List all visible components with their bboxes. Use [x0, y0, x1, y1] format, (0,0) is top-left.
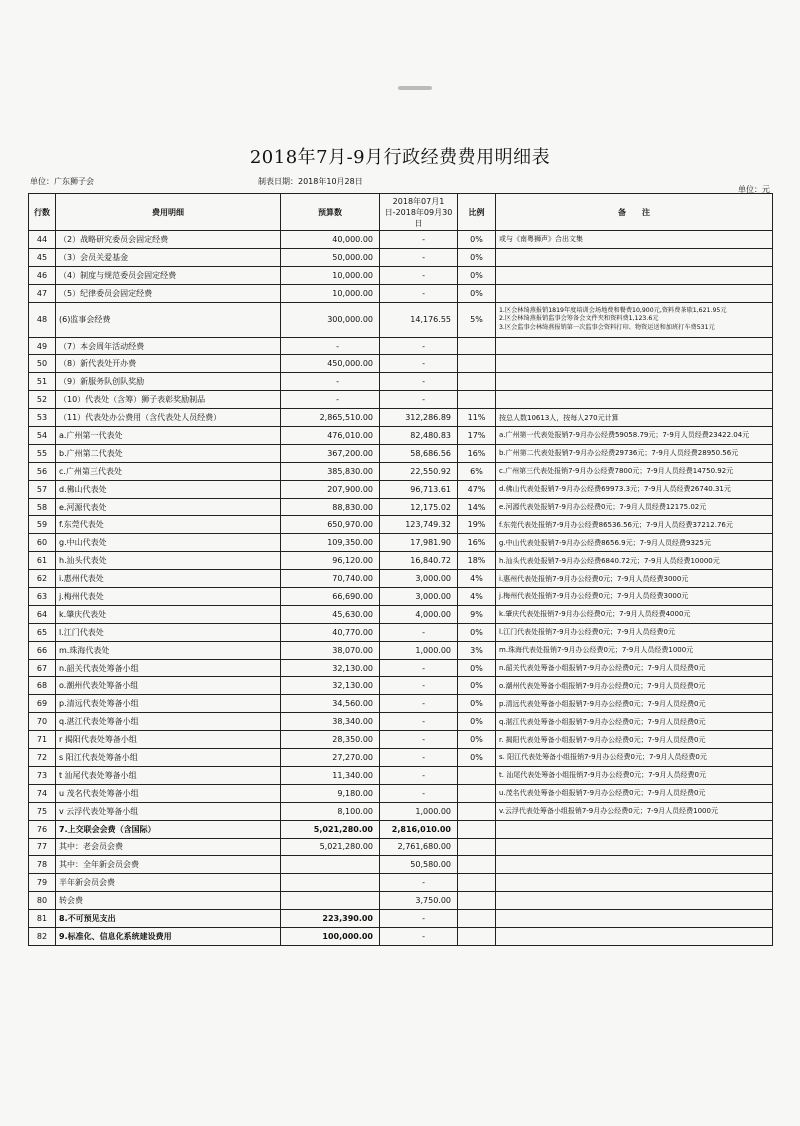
table-row: [29, 659, 773, 677]
row-number-cell: 68: [29, 677, 56, 695]
budget-cell: -: [281, 337, 380, 355]
ratio-cell: 0%: [458, 713, 496, 731]
row-number-cell: 66: [29, 641, 56, 659]
remark-line: 1.区会林绮燕报销1819年度培训会场地费和餐费10,900元,资料费茶歇1,621.95元: [499, 306, 727, 314]
budget-cell: 38,070.00: [281, 641, 380, 659]
remark-cell: [496, 337, 773, 355]
ratio-cell: 5%: [458, 302, 496, 337]
ratio-cell: 0%: [458, 659, 496, 677]
item-cell: 7.上交联会会费（含国际）: [56, 820, 281, 838]
remark-cell: r. 揭阳代表处筹备小组报销7-9月办公经费0元；7-9月人员经费0元: [496, 731, 773, 749]
table-row: [29, 355, 773, 373]
budget-cell: 34,560.00: [281, 695, 380, 713]
remark-cell: 或与《南粤狮声》合出文集: [496, 231, 773, 249]
table-row: [29, 605, 773, 623]
actual-cell: 3,750.00: [380, 892, 458, 910]
row-number-cell: 71: [29, 731, 56, 749]
ratio-cell: 6%: [458, 462, 496, 480]
remark-cell: i.惠州代表处报销7-9月办公经费0元；7-9月人员经费3000元: [496, 570, 773, 588]
item-cell: （10）代表处（含筹）狮子表彰奖励制品: [56, 391, 281, 409]
actual-cell: 14,176.55: [380, 302, 458, 337]
table-row: [29, 480, 773, 498]
row-number-cell: 76: [29, 820, 56, 838]
budget-cell: 476,010.00: [281, 427, 380, 445]
table-row: [29, 731, 773, 749]
header-no: 行数: [29, 194, 56, 231]
ratio-cell: 0%: [458, 695, 496, 713]
ratio-cell: 19%: [458, 516, 496, 534]
item-cell: o.潮州代表处筹备小组: [56, 677, 281, 695]
budget-cell: 207,900.00: [281, 480, 380, 498]
ratio-cell: 3%: [458, 641, 496, 659]
actual-cell: -: [380, 695, 458, 713]
item-cell: t 汕尾代表处筹备小组: [56, 766, 281, 784]
table-row: [29, 373, 773, 391]
row-number-cell: 57: [29, 480, 56, 498]
table-row: [29, 570, 773, 588]
remark-cell: [496, 266, 773, 284]
actual-cell: 22,550.92: [380, 462, 458, 480]
remark-cell: [496, 874, 773, 892]
budget-cell: 10,000.00: [281, 284, 380, 302]
budget-cell: 28,350.00: [281, 731, 380, 749]
item-cell: 半年新会员会费: [56, 874, 281, 892]
remark-cell: [496, 248, 773, 266]
table-row: [29, 838, 773, 856]
ratio-cell: [458, 766, 496, 784]
remark-cell: p.清远代表处筹备小组报销7-9月办公经费0元；7-9月人员经费0元: [496, 695, 773, 713]
row-number-cell: 73: [29, 766, 56, 784]
row-number-cell: 53: [29, 409, 56, 427]
actual-cell: -: [380, 731, 458, 749]
table-header-row: [29, 194, 773, 231]
actual-cell: -: [380, 910, 458, 928]
budget-cell: 96,120.00: [281, 552, 380, 570]
actual-cell: 12,175.02: [380, 498, 458, 516]
date-label: 制表日期：2018年10月28日: [258, 177, 363, 186]
ratio-cell: 0%: [458, 284, 496, 302]
actual-cell: 82,480.83: [380, 427, 458, 445]
row-number-cell: 82: [29, 927, 56, 945]
table-row: [29, 266, 773, 284]
table-row: [29, 623, 773, 641]
table-row: [29, 927, 773, 945]
table-row: [29, 641, 773, 659]
remark-cell: [496, 373, 773, 391]
ratio-cell: [458, 927, 496, 945]
actual-cell: -: [380, 248, 458, 266]
remark-cell: k.肇庆代表处报销7-9月办公经费0元；7-9月人员经费4000元: [496, 605, 773, 623]
item-cell: 9.标准化、信息化系统建设费用: [56, 927, 281, 945]
ratio-cell: 0%: [458, 749, 496, 767]
item-cell: m.珠海代表处: [56, 641, 281, 659]
budget-cell: [281, 856, 380, 874]
ratio-cell: 14%: [458, 498, 496, 516]
table-row: [29, 498, 773, 516]
item-cell: （8）新代表处开办费: [56, 355, 281, 373]
remark-cell: s. 阳江代表处筹备小组报销7-9月办公经费0元；7-9月人员经费0元: [496, 749, 773, 767]
actual-cell: -: [380, 766, 458, 784]
actual-cell: 50,580.00: [380, 856, 458, 874]
remark-cell: [496, 838, 773, 856]
row-number-cell: 58: [29, 498, 56, 516]
budget-cell: 300,000.00: [281, 302, 380, 337]
budget-cell: 650,970.00: [281, 516, 380, 534]
table-row: [29, 802, 773, 820]
remark-line: 3.区会监事会林绮燕报销第一次监事会资料打印、物资运送和加班打车费531元: [499, 323, 715, 331]
table-row: [29, 409, 773, 427]
budget-cell: 38,340.00: [281, 713, 380, 731]
row-number-cell: 65: [29, 623, 56, 641]
budget-cell: 40,770.00: [281, 623, 380, 641]
ratio-cell: 11%: [458, 409, 496, 427]
remark-cell: [496, 302, 773, 337]
actual-cell: 16,840.72: [380, 552, 458, 570]
item-cell: g.中山代表处: [56, 534, 281, 552]
actual-cell: 123,749.32: [380, 516, 458, 534]
table-row: [29, 302, 773, 337]
row-number-cell: 70: [29, 713, 56, 731]
remark-cell: u.茂名代表处筹备小组报销7-9月办公经费0元；7-9月人员经费0元: [496, 784, 773, 802]
ratio-cell: [458, 910, 496, 928]
row-number-cell: 67: [29, 659, 56, 677]
table-row: [29, 248, 773, 266]
table-row: [29, 284, 773, 302]
row-number-cell: 81: [29, 910, 56, 928]
ratio-cell: 16%: [458, 534, 496, 552]
remark-cell: v.云浮代表处筹备小组报销7-9月办公经费0元；7-9月人员经费1000元: [496, 802, 773, 820]
row-number-cell: 46: [29, 266, 56, 284]
remark-cell: a.广州第一代表处报销7-9月办公经费59058.79元；7-9月人员经费23422.04元: [496, 427, 773, 445]
scan-artifact: [398, 86, 432, 90]
actual-cell: -: [380, 784, 458, 802]
item-cell: （2）战略研究委员会固定经费: [56, 231, 281, 249]
ratio-cell: [458, 373, 496, 391]
remark-cell: [496, 892, 773, 910]
ratio-cell: [458, 802, 496, 820]
header-item: 费用明细: [56, 194, 281, 231]
item-cell: （3）会员关爱基金: [56, 248, 281, 266]
remark-cell: t. 汕尾代表处筹备小组报销7-9月办公经费0元；7-9月人员经费0元: [496, 766, 773, 784]
ratio-cell: 17%: [458, 427, 496, 445]
actual-cell: 2,761,680.00: [380, 838, 458, 856]
row-number-cell: 51: [29, 373, 56, 391]
item-cell: f.东莞代表处: [56, 516, 281, 534]
ratio-cell: 4%: [458, 588, 496, 606]
ratio-cell: [458, 355, 496, 373]
item-cell: 转会费: [56, 892, 281, 910]
item-cell: i.惠州代表处: [56, 570, 281, 588]
budget-cell: 5,021,280.00: [281, 820, 380, 838]
remark-cell: m.珠海代表处报销7-9月办公经费0元；7-9月人员经费1000元: [496, 641, 773, 659]
row-number-cell: 55: [29, 444, 56, 462]
table-row: [29, 231, 773, 249]
organization-label: 单位：广东狮子会: [30, 177, 94, 186]
ratio-cell: 0%: [458, 248, 496, 266]
actual-cell: -: [380, 231, 458, 249]
actual-cell: 96,713.61: [380, 480, 458, 498]
actual-cell: 17,981.90: [380, 534, 458, 552]
item-cell: （9）新服务队创队奖励: [56, 373, 281, 391]
budget-cell: 70,740.00: [281, 570, 380, 588]
remark-cell: q.湛江代表处筹备小组报销7-9月办公经费0元；7-9月人员经费0元: [496, 713, 773, 731]
table-row: [29, 766, 773, 784]
ratio-cell: 0%: [458, 731, 496, 749]
remark-cell: b.广州第二代表处报销7-9月办公经费29736元；7-9月人员经费28950.56元: [496, 444, 773, 462]
row-number-cell: 48: [29, 302, 56, 337]
item-cell: h.汕头代表处: [56, 552, 281, 570]
item-cell: v 云浮代表处筹备小组: [56, 802, 281, 820]
actual-cell: -: [380, 623, 458, 641]
remark-cell: [496, 856, 773, 874]
item-cell: (6)监事会经费: [56, 302, 281, 337]
budget-cell: -: [281, 373, 380, 391]
budget-cell: 27,270.00: [281, 749, 380, 767]
table-row: [29, 588, 773, 606]
remark-cell: [496, 820, 773, 838]
remark-cell: [496, 284, 773, 302]
item-cell: j.梅州代表处: [56, 588, 281, 606]
actual-cell: -: [380, 266, 458, 284]
row-number-cell: 77: [29, 838, 56, 856]
budget-cell: 100,000.00: [281, 927, 380, 945]
budget-cell: 32,130.00: [281, 677, 380, 695]
table-row: [29, 444, 773, 462]
remark-cell: f.东莞代表处报销7-9月办公经费86536.56元；7-9月人员经费37212.76元: [496, 516, 773, 534]
table-row: [29, 427, 773, 445]
row-number-cell: 75: [29, 802, 56, 820]
ratio-cell: 18%: [458, 552, 496, 570]
actual-cell: -: [380, 355, 458, 373]
item-cell: （11）代表处办公费用（含代表处人员经费）: [56, 409, 281, 427]
row-number-cell: 49: [29, 337, 56, 355]
expense-table: [28, 193, 773, 946]
header-ratio: 比例: [458, 194, 496, 231]
item-cell: e.河源代表处: [56, 498, 281, 516]
item-cell: r 揭阳代表处筹备小组: [56, 731, 281, 749]
item-cell: p.清远代表处筹备小组: [56, 695, 281, 713]
item-cell: c.广州第三代表处: [56, 462, 281, 480]
table-row: [29, 337, 773, 355]
budget-cell: 11,340.00: [281, 766, 380, 784]
remark-cell: [496, 910, 773, 928]
actual-cell: 1,000.00: [380, 641, 458, 659]
budget-cell: -: [281, 391, 380, 409]
item-cell: 其中：全年新会员会费: [56, 856, 281, 874]
budget-cell: 367,200.00: [281, 444, 380, 462]
actual-cell: 3,000.00: [380, 570, 458, 588]
budget-cell: 10,000.00: [281, 266, 380, 284]
actual-cell: -: [380, 874, 458, 892]
ratio-cell: 0%: [458, 266, 496, 284]
actual-cell: -: [380, 749, 458, 767]
row-number-cell: 72: [29, 749, 56, 767]
remark-cell: [496, 355, 773, 373]
budget-cell: 109,350.00: [281, 534, 380, 552]
row-number-cell: 69: [29, 695, 56, 713]
item-cell: s 阳江代表处筹备小组: [56, 749, 281, 767]
item-cell: k.肇庆代表处: [56, 605, 281, 623]
item-cell: a.广州第一代表处: [56, 427, 281, 445]
table-row: [29, 677, 773, 695]
remark-cell: n.韶关代表处筹备小组报销7-9月办公经费0元；7-9月人员经费0元: [496, 659, 773, 677]
budget-cell: [281, 892, 380, 910]
budget-cell: 40,000.00: [281, 231, 380, 249]
item-cell: （5）纪律委员会固定经费: [56, 284, 281, 302]
budget-cell: 88,830.00: [281, 498, 380, 516]
remark-cell: [496, 391, 773, 409]
ratio-cell: [458, 892, 496, 910]
ratio-cell: 47%: [458, 480, 496, 498]
budget-cell: [281, 874, 380, 892]
row-number-cell: 44: [29, 231, 56, 249]
actual-cell: 1,000.00: [380, 802, 458, 820]
item-cell: n.韶关代表处筹备小组: [56, 659, 281, 677]
item-cell: u 茂名代表处筹备小组: [56, 784, 281, 802]
row-number-cell: 80: [29, 892, 56, 910]
ratio-cell: [458, 856, 496, 874]
row-number-cell: 61: [29, 552, 56, 570]
row-number-cell: 50: [29, 355, 56, 373]
row-number-cell: 52: [29, 391, 56, 409]
row-number-cell: 56: [29, 462, 56, 480]
budget-cell: 8,100.00: [281, 802, 380, 820]
table-row: [29, 695, 773, 713]
actual-cell: -: [380, 373, 458, 391]
ratio-cell: 0%: [458, 677, 496, 695]
remark-cell: g.中山代表处报销7-9月办公经费8656.9元；7-9月人员经费9325元: [496, 534, 773, 552]
actual-cell: 312,286.89: [380, 409, 458, 427]
remark-cell: [496, 927, 773, 945]
row-number-cell: 45: [29, 248, 56, 266]
table-row: [29, 534, 773, 552]
ratio-cell: 0%: [458, 623, 496, 641]
remark-cell: h.汕头代表处报销7-9月办公经费6840.72元；7-9月人员经费10000元: [496, 552, 773, 570]
actual-cell: -: [380, 659, 458, 677]
budget-cell: 45,630.00: [281, 605, 380, 623]
ratio-cell: [458, 874, 496, 892]
budget-cell: 9,180.00: [281, 784, 380, 802]
actual-cell: -: [380, 391, 458, 409]
ratio-cell: [458, 838, 496, 856]
header-period: 2018年07月1日-2018年09月30日: [380, 194, 458, 231]
actual-cell: -: [380, 677, 458, 695]
row-number-cell: 47: [29, 284, 56, 302]
ratio-cell: 4%: [458, 570, 496, 588]
remark-cell: c.广州第三代表处报销7-9月办公经费7800元；7-9月人员经费14750.92元: [496, 462, 773, 480]
budget-cell: 2,865,510.00: [281, 409, 380, 427]
remark-cell: o.潮州代表处筹备小组报销7-9月办公经费0元；7-9月人员经费0元: [496, 677, 773, 695]
ratio-cell: [458, 337, 496, 355]
ratio-cell: [458, 820, 496, 838]
row-number-cell: 78: [29, 856, 56, 874]
budget-cell: 450,000.00: [281, 355, 380, 373]
row-number-cell: 63: [29, 588, 56, 606]
item-cell: 8.不可预见支出: [56, 910, 281, 928]
table-row: [29, 910, 773, 928]
budget-cell: 223,390.00: [281, 910, 380, 928]
table-row: [29, 892, 773, 910]
table-row: [29, 462, 773, 480]
budget-cell: 32,130.00: [281, 659, 380, 677]
item-cell: （7）本会周年活动经费: [56, 337, 281, 355]
budget-cell: 50,000.00: [281, 248, 380, 266]
budget-cell: 66,690.00: [281, 588, 380, 606]
row-number-cell: 74: [29, 784, 56, 802]
header-remark: 备 注: [496, 194, 773, 231]
actual-cell: 58,686.56: [380, 444, 458, 462]
item-cell: （4）制度与规范委员会固定经费: [56, 266, 281, 284]
row-number-cell: 59: [29, 516, 56, 534]
item-cell: b.广州第二代表处: [56, 444, 281, 462]
page-title: 2018年7月-9月行政经费费用明细表: [249, 147, 551, 168]
remark-cell: l.江门代表处报销7-9月办公经费0元；7-9月人员经费0元: [496, 623, 773, 641]
remark-cell: 按总人数10613人，按每人270元计算: [496, 409, 773, 427]
item-cell: 其中：老会员会费: [56, 838, 281, 856]
remark-cell: e.河源代表处报销7-9月办公经费0元；7-9月人员经费12175.02元: [496, 498, 773, 516]
table-row: [29, 516, 773, 534]
remark-line: 2.区会林绮燕报销监事会筹备会文件夹和资料费1,123.6元: [499, 315, 659, 323]
table-row: [29, 749, 773, 767]
table-row: [29, 391, 773, 409]
ratio-cell: 16%: [458, 444, 496, 462]
actual-cell: -: [380, 713, 458, 731]
budget-cell: 5,021,280.00: [281, 838, 380, 856]
ratio-cell: [458, 784, 496, 802]
actual-cell: -: [380, 284, 458, 302]
table-row: [29, 713, 773, 731]
ratio-cell: [458, 391, 496, 409]
actual-cell: 3,000.00: [380, 588, 458, 606]
budget-cell: 385,830.00: [281, 462, 380, 480]
actual-cell: 2,816,010.00: [380, 820, 458, 838]
row-number-cell: 62: [29, 570, 56, 588]
item-cell: d.佛山代表处: [56, 480, 281, 498]
row-number-cell: 54: [29, 427, 56, 445]
item-cell: q.湛江代表处筹备小组: [56, 713, 281, 731]
item-cell: l.江门代表处: [56, 623, 281, 641]
actual-cell: -: [380, 337, 458, 355]
table-row: [29, 874, 773, 892]
header-budget: 预算数: [281, 194, 380, 231]
row-number-cell: 79: [29, 874, 56, 892]
ratio-cell: 0%: [458, 231, 496, 249]
table-row: [29, 820, 773, 838]
currency-label: 单位：元: [738, 185, 770, 194]
table-row: [29, 856, 773, 874]
table-row: [29, 552, 773, 570]
row-number-cell: 64: [29, 605, 56, 623]
actual-cell: 4,000.00: [380, 605, 458, 623]
row-number-cell: 60: [29, 534, 56, 552]
remark-cell: d.佛山代表处报销7-9月办公经费69973.3元；7-9月人员经费26740.31元: [496, 480, 773, 498]
ratio-cell: 9%: [458, 605, 496, 623]
table-row: [29, 784, 773, 802]
actual-cell: -: [380, 927, 458, 945]
remark-cell: j.梅州代表处报销7-9月办公经费0元；7-9月人员经费3000元: [496, 588, 773, 606]
